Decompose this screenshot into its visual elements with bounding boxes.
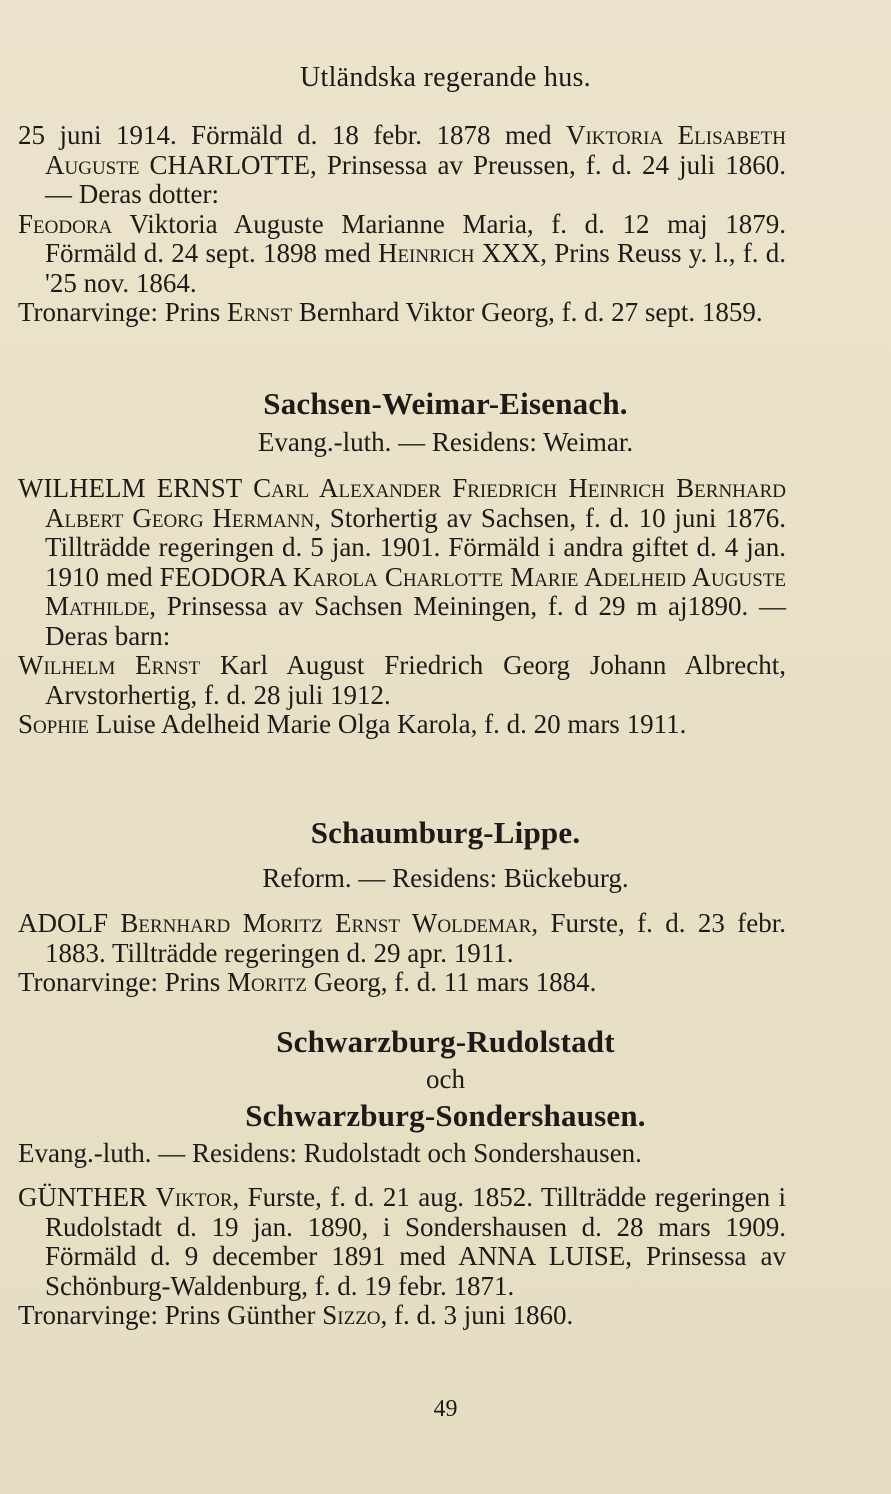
text-run: Bernhard Viktor Georg, f. d. 27 sept. 1859. (292, 297, 763, 327)
paragraph (18, 1183, 786, 1301)
small-caps-name: Wilhelm Ernst (18, 650, 201, 680)
paragraph (18, 909, 786, 968)
paragraph (18, 298, 786, 328)
section-block (18, 909, 786, 998)
text-run: , Prinsessa av Sachsen Meiningen, f. d 29 m aj1890. — Deras barn: (45, 591, 786, 651)
page-number: 49 (433, 1396, 458, 1422)
section-block (18, 1139, 786, 1169)
text-run: GÜNTHER (18, 1182, 156, 1212)
paragraph (18, 710, 786, 740)
text-run: Tronarvinge: Prins (18, 967, 228, 997)
small-caps-name: Viktor (155, 1182, 233, 1212)
text-run: Viktoria Auguste Marianne Maria, f. d. 12 maj 1879. Förmäld d. 24 sept. 1898 med (45, 208, 786, 268)
section-block (18, 474, 786, 740)
text-run: , Furste, f. d. 21 aug. 1852. Tillträdde regeringen i Rudolstadt d. 19 jan. 1890, i Sondershausen d. 28 mars 1909. Förmäld d. 9 december 1891 med ANNA LUISE, Prinsessa av Schönburg-Waldenburg, f. d. 19 febr. 1871. (45, 1182, 786, 1301)
paragraph (18, 1301, 786, 1331)
text-run: WILHELM ERNST (18, 473, 254, 503)
small-caps-name: Heinrich (377, 238, 475, 268)
paragraph (18, 121, 786, 210)
text-run: 25 juni 1914. Förmäld d. 18 febr. 1878 med (18, 120, 566, 150)
section-heading: Schwarzburg-Rudolstadt (276, 1024, 615, 1059)
small-caps-name: Viktoria Elisabeth Auguste (45, 120, 786, 180)
small-caps-name: Ernst (227, 297, 293, 327)
text-run: , f. d. 3 juni 1860. (380, 1300, 574, 1330)
paragraph (18, 210, 786, 299)
text-run: Tronarvinge: Prins Günther (18, 1300, 323, 1330)
small-caps-name: Bernhard Moritz Ernst Woldemar (120, 908, 532, 938)
section-block (18, 1183, 786, 1331)
text-run: ADOLF (18, 908, 121, 938)
text-run: Luise Adelheid Marie Olga Karola, f. d. 20 mars 1911. (88, 709, 687, 739)
text-run: , Furste, f. d. 23 febr. 1883. Tillträdde regeringen d. 29 apr. 1911. (45, 908, 786, 968)
section-conjunction: och (426, 1064, 465, 1094)
text-run: , Storhertig av Sachsen, f. d. 10 juni 1876. Tillträdde regeringen d. 5 jan. 1901. Förmäld i andra giftet d. 4 jan. 1910 med FEODORA (45, 502, 786, 592)
small-caps-name: Moritz (227, 967, 307, 997)
paragraph (18, 474, 786, 651)
small-caps-name: Feodora (18, 208, 113, 239)
text-run: CHARLOTTE, Prinsessa av Preussen, f. d. 24 juli 1860. — Deras dotter: (45, 149, 786, 209)
text-run: Georg, f. d. 11 mars 1884. (306, 967, 597, 997)
paragraph (18, 968, 786, 998)
small-caps-name: Sizzo (322, 1300, 381, 1330)
paragraph (18, 651, 786, 710)
intro-block (18, 121, 786, 328)
section-heading: Sachsen-Weimar-Eisenach. (263, 386, 628, 421)
section-heading: Schaumburg-Lippe. (310, 815, 581, 850)
section-subheading: Reform. — Residens: Bückeburg. (262, 863, 629, 893)
small-caps-name: Karola Charlotte Marie Adelheid Auguste Mathilde (45, 561, 786, 621)
small-caps-name: Carl Alexander Friedrich Heinrich Bernhard Albert Georg Hermann (45, 473, 787, 533)
section-subheading: Evang.-luth. — Residens: Weimar. (257, 427, 634, 457)
text-run: Karl August Friedrich Georg Johann Albrecht, Arvstorhertig, f. d. 28 juli 1912. (45, 650, 786, 710)
text-run: XXX, Prins Reuss y. l., f. d. '25 nov. 1864. (45, 238, 786, 298)
section-subheading: Evang.-luth. — Residens: Rudolstadt och Sondershausen. (18, 1138, 642, 1168)
small-caps-name: Sophie (18, 709, 89, 739)
text-run: Tronarvinge: Prins (18, 297, 228, 327)
section-heading: Schwarzburg-Sondershausen. (245, 1098, 646, 1133)
running-head: Utländska regerande hus. (300, 62, 591, 93)
